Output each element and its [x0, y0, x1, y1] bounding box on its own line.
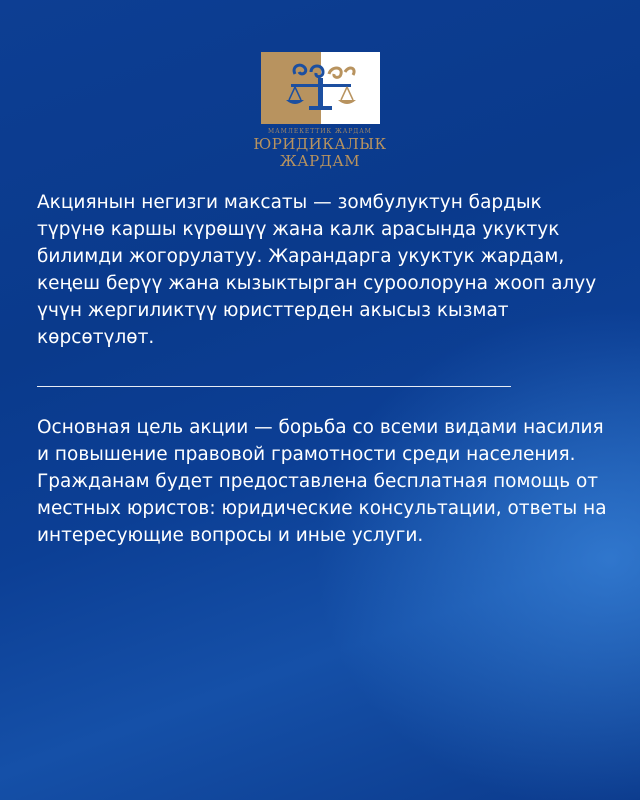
logo-title: ЮРИДИКАЛЫК [253, 135, 387, 153]
paragraph-russian: Основная цель акции — борьба со всеми видами насилия и повышение правовой грамотности среди населения. Гражданам будет предоставлена бесплатная помощь от местных юристов: юридические консультации, ответы на интересующие вопросы и иные услуги. [37, 417, 607, 546]
logo-tagline: МАМЛЕКЕТТИК ЖАРДАМ [268, 128, 372, 135]
logo-subtitle: ЖАРДАМ [279, 152, 361, 170]
logo [261, 52, 380, 124]
divider [37, 386, 511, 387]
paragraph-kyrgyz: Акциянын негизги максаты — зомбулуктун бардык түрүнө каршы күрөшүү жана калк арасында укуктук билимди жогорулатуу. Жарандарга укуктук жардам, кеңеш берүү жана кызыктырган суроолоруна жооп алуу үчүн жергиликтүү юристтерден акысыз кызмат көрсөтүлөт. [37, 192, 597, 348]
scales-of-justice-icon [261, 52, 380, 124]
